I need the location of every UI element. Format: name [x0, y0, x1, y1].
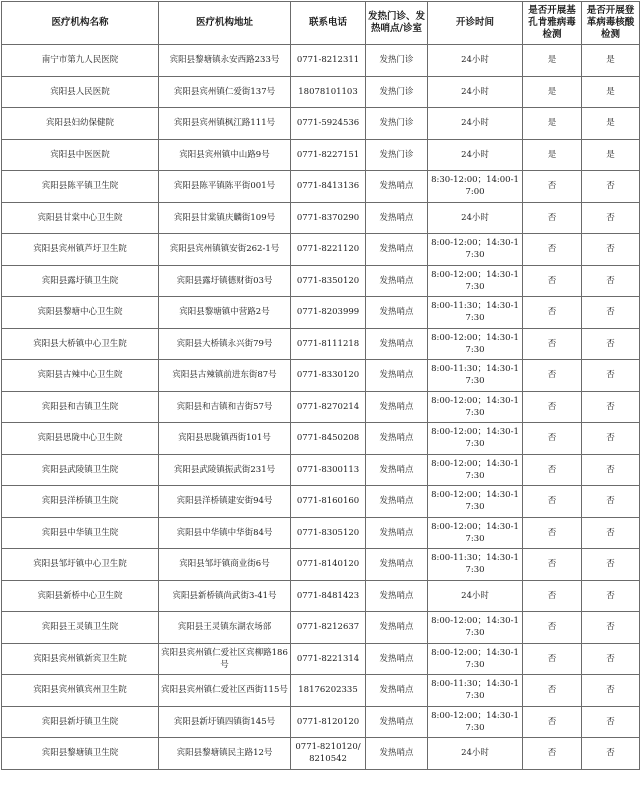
cell-institution-name: 宾阳县中华镇卫生院: [2, 517, 159, 549]
cell-dengue-test: 否: [582, 265, 640, 297]
cell-clinic-type: 发热哨点: [366, 234, 428, 266]
cell-dengue-test: 否: [582, 580, 640, 612]
cell-clinic-type: 发热门诊: [366, 139, 428, 171]
table-row: [2, 360, 640, 392]
cell-opening-hours: 8:00-12:00；14:30-17:30: [428, 265, 523, 297]
cell-address: 宾阳县宾州镇仁爱社区西街115号: [159, 675, 291, 707]
table-row: [2, 76, 640, 108]
cell-address: 宾阳县大桥镇永兴街79号: [159, 328, 291, 360]
header-phone: 联系电话: [291, 2, 366, 45]
cell-dengue-test: 是: [582, 108, 640, 140]
cell-clinic-type: 发热哨点: [366, 738, 428, 770]
cell-clinic-type: 发热哨点: [366, 643, 428, 675]
cell-chikungunya-test: 否: [523, 391, 582, 423]
cell-chikungunya-test: 否: [523, 738, 582, 770]
cell-phone: 0771-5924536: [291, 108, 366, 140]
cell-clinic-type: 发热哨点: [366, 328, 428, 360]
cell-clinic-type: 发热哨点: [366, 549, 428, 581]
cell-dengue-test: 否: [582, 706, 640, 738]
header-chikungunya-test: 是否开展基孔肯雅病毒检测: [523, 2, 582, 45]
table-row: [2, 328, 640, 360]
cell-chikungunya-test: 是: [523, 45, 582, 77]
cell-address: 宾阳县宾州镇镇安街262-1号: [159, 234, 291, 266]
cell-institution-name: 南宁市第九人民医院: [2, 45, 159, 77]
cell-institution-name: 宾阳县邹圩镇中心卫生院: [2, 549, 159, 581]
cell-clinic-type: 发热哨点: [366, 675, 428, 707]
cell-address: 宾阳县古辣镇前进东街87号: [159, 360, 291, 392]
cell-institution-name: 宾阳县妇幼保健院: [2, 108, 159, 140]
cell-institution-name: 宾阳县陈平镇卫生院: [2, 171, 159, 203]
cell-institution-name: 宾阳县宾州镇芦圩卫生院: [2, 234, 159, 266]
cell-phone: 0771-8160160: [291, 486, 366, 518]
cell-address: 宾阳县洋桥镇建安街94号: [159, 486, 291, 518]
cell-opening-hours: 24小时: [428, 139, 523, 171]
cell-phone: 0771-8450208: [291, 423, 366, 455]
cell-opening-hours: 8:00-11:30；14:30-17:30: [428, 675, 523, 707]
cell-dengue-test: 否: [582, 517, 640, 549]
cell-institution-name: 宾阳县中医医院: [2, 139, 159, 171]
cell-chikungunya-test: 否: [523, 643, 582, 675]
cell-chikungunya-test: 否: [523, 234, 582, 266]
cell-clinic-type: 发热哨点: [366, 706, 428, 738]
cell-phone: 0771-8210120/8210542: [291, 738, 366, 770]
table-row: [2, 265, 640, 297]
cell-clinic-type: 发热哨点: [366, 202, 428, 234]
table-row: [2, 297, 640, 329]
cell-opening-hours: 8:00-12:00；14:30-17:30: [428, 612, 523, 644]
cell-chikungunya-test: 否: [523, 171, 582, 203]
cell-address: 宾阳县王灵镇东湖农场部: [159, 612, 291, 644]
cell-institution-name: 宾阳县宾州镇新宾卫生院: [2, 643, 159, 675]
cell-institution-name: 宾阳县黎塘镇卫生院: [2, 738, 159, 770]
cell-address: 宾阳县中华镇中华街84号: [159, 517, 291, 549]
cell-chikungunya-test: 否: [523, 265, 582, 297]
cell-chikungunya-test: 否: [523, 706, 582, 738]
cell-dengue-test: 否: [582, 612, 640, 644]
cell-institution-name: 宾阳县和吉镇卫生院: [2, 391, 159, 423]
table-header-row: [2, 2, 640, 45]
cell-address: 宾阳县邹圩镇商业街6号: [159, 549, 291, 581]
table-row: [2, 738, 640, 770]
cell-clinic-type: 发热哨点: [366, 297, 428, 329]
cell-dengue-test: 否: [582, 234, 640, 266]
table-row: [2, 486, 640, 518]
cell-institution-name: 宾阳县宾州镇宾州卫生院: [2, 675, 159, 707]
cell-dengue-test: 否: [582, 738, 640, 770]
cell-phone: 0771-8221120: [291, 234, 366, 266]
cell-address: 宾阳县和吉镇和吉街57号: [159, 391, 291, 423]
table-row: [2, 675, 640, 707]
cell-opening-hours: 8:00-12:00；14:30-17:30: [428, 234, 523, 266]
cell-phone: 0771-8212637: [291, 612, 366, 644]
cell-address: 宾阳县陈平镇陈平街001号: [159, 171, 291, 203]
table-row: [2, 549, 640, 581]
cell-opening-hours: 24小时: [428, 738, 523, 770]
cell-institution-name: 宾阳县武陵镇卫生院: [2, 454, 159, 486]
cell-clinic-type: 发热哨点: [366, 517, 428, 549]
table-row: [2, 706, 640, 738]
cell-chikungunya-test: 否: [523, 297, 582, 329]
cell-dengue-test: 是: [582, 45, 640, 77]
table-row: [2, 234, 640, 266]
cell-phone: 0771-8212311: [291, 45, 366, 77]
cell-institution-name: 宾阳县王灵镇卫生院: [2, 612, 159, 644]
cell-dengue-test: 否: [582, 171, 640, 203]
header-clinic-type: 发热门诊、发热哨点/诊室: [366, 2, 428, 45]
cell-dengue-test: 否: [582, 297, 640, 329]
cell-phone: 0771-8221314: [291, 643, 366, 675]
cell-institution-name: 宾阳县新圩镇卫生院: [2, 706, 159, 738]
cell-phone: 0771-8413136: [291, 171, 366, 203]
cell-opening-hours: 8:00-12:00；14:30-17:30: [428, 706, 523, 738]
cell-opening-hours: 8:00-11:30；14:30-17:30: [428, 549, 523, 581]
table-row: [2, 580, 640, 612]
cell-clinic-type: 发热门诊: [366, 45, 428, 77]
cell-institution-name: 宾阳县洋桥镇卫生院: [2, 486, 159, 518]
cell-phone: 0771-8305120: [291, 517, 366, 549]
cell-opening-hours: 8:00-12:00；14:30-17:30: [428, 391, 523, 423]
cell-address: 宾阳县甘棠镇庆麟街109号: [159, 202, 291, 234]
cell-opening-hours: 24小时: [428, 108, 523, 140]
cell-dengue-test: 是: [582, 76, 640, 108]
cell-clinic-type: 发热哨点: [366, 360, 428, 392]
cell-address: 宾阳县黎塘镇永安西路233号: [159, 45, 291, 77]
cell-phone: 0771-8203999: [291, 297, 366, 329]
cell-chikungunya-test: 是: [523, 139, 582, 171]
cell-chikungunya-test: 是: [523, 108, 582, 140]
cell-address: 宾阳县黎塘镇民主路12号: [159, 738, 291, 770]
cell-opening-hours: 24小时: [428, 76, 523, 108]
cell-address: 宾阳县宾州镇枫江路111号: [159, 108, 291, 140]
cell-clinic-type: 发热门诊: [366, 76, 428, 108]
cell-chikungunya-test: 否: [523, 486, 582, 518]
cell-clinic-type: 发热哨点: [366, 580, 428, 612]
table-row: [2, 517, 640, 549]
cell-chikungunya-test: 否: [523, 423, 582, 455]
table-row: [2, 139, 640, 171]
cell-chikungunya-test: 否: [523, 675, 582, 707]
cell-clinic-type: 发热哨点: [366, 265, 428, 297]
cell-institution-name: 宾阳县大桥镇中心卫生院: [2, 328, 159, 360]
cell-phone: 0771-8481423: [291, 580, 366, 612]
cell-chikungunya-test: 否: [523, 580, 582, 612]
cell-dengue-test: 否: [582, 675, 640, 707]
cell-opening-hours: 8:00-11:30；14:30-17:30: [428, 297, 523, 329]
table-row: [2, 391, 640, 423]
cell-dengue-test: 否: [582, 423, 640, 455]
cell-chikungunya-test: 否: [523, 549, 582, 581]
cell-clinic-type: 发热哨点: [366, 486, 428, 518]
cell-opening-hours: 8:00-12:00；14:30-17:30: [428, 423, 523, 455]
cell-institution-name: 宾阳县黎塘中心卫生院: [2, 297, 159, 329]
cell-phone: 18176202335: [291, 675, 366, 707]
header-opening-hours: 开诊时间: [428, 2, 523, 45]
cell-opening-hours: 24小时: [428, 580, 523, 612]
table-row: [2, 171, 640, 203]
cell-opening-hours: 8:00-12:00；14:30-17:30: [428, 454, 523, 486]
table-row: [2, 423, 640, 455]
cell-clinic-type: 发热门诊: [366, 108, 428, 140]
cell-institution-name: 宾阳县露圩镇卫生院: [2, 265, 159, 297]
cell-address: 宾阳县宾州镇仁爱社区宾柳路186号: [159, 643, 291, 675]
cell-institution-name: 宾阳县人民医院: [2, 76, 159, 108]
cell-dengue-test: 否: [582, 391, 640, 423]
table-body: [2, 45, 640, 770]
table-row: [2, 45, 640, 77]
cell-chikungunya-test: 否: [523, 612, 582, 644]
cell-opening-hours: 24小时: [428, 45, 523, 77]
cell-dengue-test: 否: [582, 454, 640, 486]
cell-institution-name: 宾阳县思陇中心卫生院: [2, 423, 159, 455]
cell-address: 宾阳县新圩镇四镇街145号: [159, 706, 291, 738]
cell-dengue-test: 否: [582, 486, 640, 518]
cell-dengue-test: 否: [582, 643, 640, 675]
cell-clinic-type: 发热哨点: [366, 391, 428, 423]
cell-chikungunya-test: 否: [523, 454, 582, 486]
cell-phone: 0771-8270214: [291, 391, 366, 423]
cell-institution-name: 宾阳县甘棠中心卫生院: [2, 202, 159, 234]
cell-dengue-test: 否: [582, 549, 640, 581]
cell-chikungunya-test: 否: [523, 202, 582, 234]
cell-dengue-test: 是: [582, 139, 640, 171]
cell-institution-name: 宾阳县古辣中心卫生院: [2, 360, 159, 392]
cell-opening-hours: 8:00-12:00；14:30-17:30: [428, 643, 523, 675]
header-dengue-test: 是否开展登革病毒核酸检测: [582, 2, 640, 45]
cell-clinic-type: 发热哨点: [366, 423, 428, 455]
cell-address: 宾阳县宾州镇仁爱街137号: [159, 76, 291, 108]
fever-clinic-table: [1, 1, 640, 770]
header-institution-name: 医疗机构名称: [2, 2, 159, 45]
cell-clinic-type: 发热哨点: [366, 454, 428, 486]
cell-dengue-test: 否: [582, 360, 640, 392]
table-row: [2, 643, 640, 675]
table-row: [2, 612, 640, 644]
cell-phone: 0771-8227151: [291, 139, 366, 171]
cell-phone: 18078101103: [291, 76, 366, 108]
table-row: [2, 108, 640, 140]
table-row: [2, 454, 640, 486]
cell-address: 宾阳县思陇镇西街101号: [159, 423, 291, 455]
table-row: [2, 202, 640, 234]
cell-opening-hours: 8:30-12:00；14:00-17:00: [428, 171, 523, 203]
cell-opening-hours: 8:00-12:00；14:30-17:30: [428, 486, 523, 518]
cell-address: 宾阳县武陵镇振武街231号: [159, 454, 291, 486]
cell-dengue-test: 否: [582, 202, 640, 234]
cell-phone: 0771-8111218: [291, 328, 366, 360]
cell-phone: 0771-8120120: [291, 706, 366, 738]
cell-phone: 0771-8350120: [291, 265, 366, 297]
cell-opening-hours: 8:00-11:30；14:30-17:30: [428, 360, 523, 392]
cell-chikungunya-test: 否: [523, 328, 582, 360]
cell-institution-name: 宾阳县新桥中心卫生院: [2, 580, 159, 612]
cell-opening-hours: 24小时: [428, 202, 523, 234]
cell-phone: 0771-8300113: [291, 454, 366, 486]
cell-address: 宾阳县露圩镇德财街03号: [159, 265, 291, 297]
cell-opening-hours: 8:00-12:00；14:30-17:30: [428, 517, 523, 549]
cell-clinic-type: 发热哨点: [366, 171, 428, 203]
cell-clinic-type: 发热哨点: [366, 612, 428, 644]
cell-chikungunya-test: 是: [523, 76, 582, 108]
cell-address: 宾阳县黎塘镇中营路2号: [159, 297, 291, 329]
cell-phone: 0771-8140120: [291, 549, 366, 581]
cell-chikungunya-test: 否: [523, 517, 582, 549]
cell-phone: 0771-8330120: [291, 360, 366, 392]
cell-dengue-test: 否: [582, 328, 640, 360]
cell-address: 宾阳县宾州镇中山路9号: [159, 139, 291, 171]
header-institution-address: 医疗机构地址: [159, 2, 291, 45]
cell-opening-hours: 8:00-12:00；14:30-17:30: [428, 328, 523, 360]
cell-address: 宾阳县新桥镇尚武街3-41号: [159, 580, 291, 612]
cell-phone: 0771-8370290: [291, 202, 366, 234]
cell-chikungunya-test: 否: [523, 360, 582, 392]
